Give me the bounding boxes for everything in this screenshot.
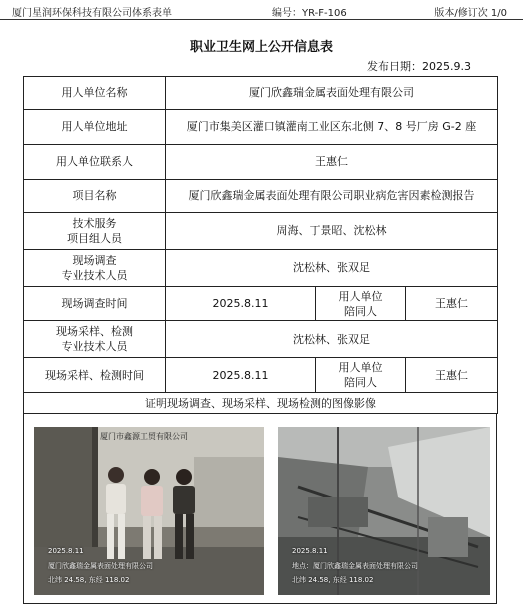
site-photo-sampling [278, 427, 490, 595]
photo-survey-caption-place: 厦门欣鑫瑞金属表面处理有限公司 [48, 562, 153, 570]
contact-value: 王惠仁 [166, 144, 498, 179]
document-header [0, 0, 523, 22]
survey-time-value: 2025.8.11 [166, 286, 316, 321]
table-row [24, 179, 498, 212]
table-row [24, 249, 498, 286]
survey-time-label: 现场调查时间 [24, 286, 166, 321]
table-row [24, 286, 498, 321]
table-row [24, 358, 498, 393]
header-divider [0, 19, 523, 20]
sampling-escort-value: 王惠仁 [406, 358, 498, 393]
sampling-staff-value: 沈松林、张双足 [166, 321, 498, 358]
header-company: 厦门星润环保科技有限公司体系表单 [12, 8, 172, 19]
photo-sampling-caption-coord: 北纬 24.58, 东经 118.02 [292, 576, 374, 584]
survey-staff-value: 沈松林、张双足 [166, 249, 498, 286]
page-title: 职业卫生网上公开信息表 [189, 40, 333, 55]
photo-survey-caption-coord: 北纬 24.58, 东经 118.02 [48, 576, 130, 584]
unit-address-label: 用人单位地址 [24, 109, 166, 144]
photo-section [23, 414, 497, 604]
unit-name-value: 厦门欣鑫瑞金属表面处理有限公司 [166, 77, 498, 110]
survey-escort-value: 王惠仁 [406, 286, 498, 321]
project-name-value: 厦门欣鑫瑞金属表面处理有限公司职业病危害因素检测报告 [166, 179, 498, 212]
sampling-staff-label: 现场采样、检测 专业技术人员 [24, 321, 166, 358]
table-row [24, 109, 498, 144]
table-row [24, 77, 498, 110]
images-heading: 证明现场调查、现场采样、现场检测的图像影像 [24, 393, 498, 414]
sampling-escort-label: 用人单位 陪同人 [316, 358, 406, 393]
site-photo-survey [34, 427, 264, 595]
header-version: 版本/修订次 1/0 [434, 8, 507, 19]
table-row [24, 144, 498, 179]
header-code: 编号：YR-F-106 [272, 8, 347, 19]
team-label: 技术服务 项目组人员 [24, 212, 166, 249]
photo-survey-sign: 厦门市鑫源工贸有限公司 [100, 432, 188, 441]
table-row [24, 321, 498, 358]
info-table [23, 76, 498, 414]
team-value: 周海、丁景昭、沈松林 [166, 212, 498, 249]
survey-staff-label: 现场调查 专业技术人员 [24, 249, 166, 286]
photo-sampling-caption-time: 2025.8.11 [292, 547, 328, 555]
sampling-time-value: 2025.8.11 [166, 358, 316, 393]
contact-label: 用人单位联系人 [24, 144, 166, 179]
photo-survey-caption-time: 2025.8.11 [48, 547, 84, 555]
table-row [24, 212, 498, 249]
unit-address-value: 厦门市集美区灌口镇灌南工业区东北侧 7、8 号厂房 G-2 座 [166, 109, 498, 144]
unit-name-label: 用人单位名称 [24, 77, 166, 110]
publish-date: 发布日期：2025.9.3 [367, 60, 471, 73]
sampling-time-label: 现场采样、检测时间 [24, 358, 166, 393]
photo-sampling-caption-place: 地点：厦门欣鑫瑞金属表面处理有限公司 [292, 562, 418, 570]
project-name-label: 项目名称 [24, 179, 166, 212]
table-row [24, 393, 498, 414]
survey-escort-label: 用人单位 陪同人 [316, 286, 406, 321]
